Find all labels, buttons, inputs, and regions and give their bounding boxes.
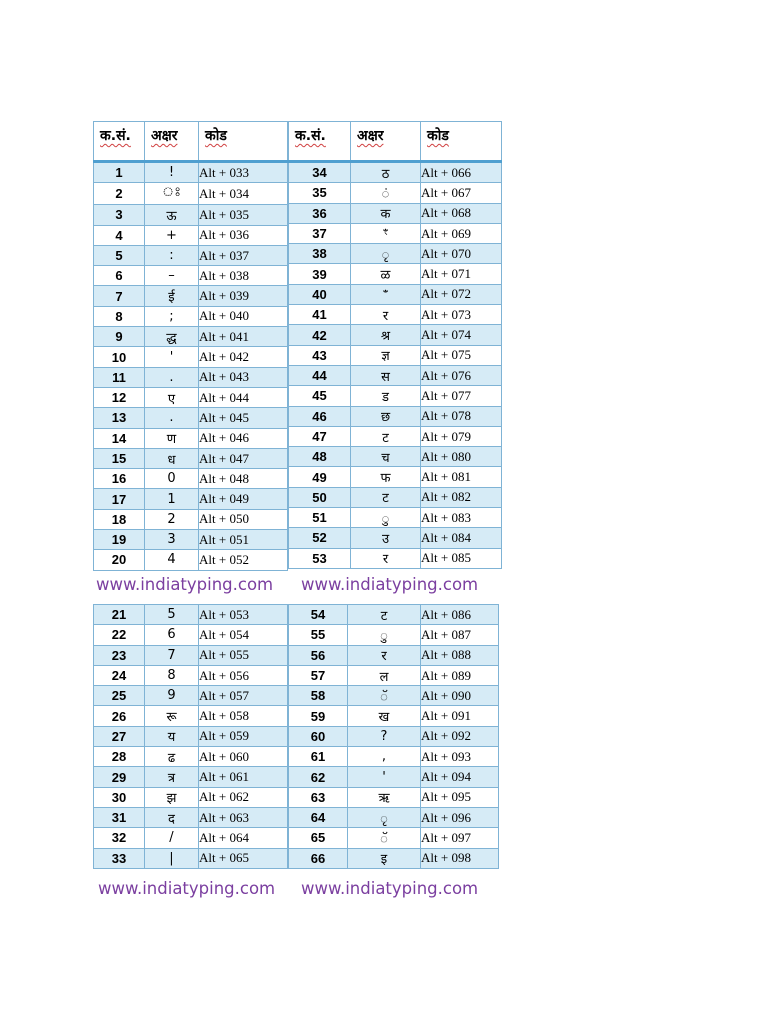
header-serial-number [289, 122, 351, 162]
letter-cell: : [145, 245, 199, 265]
letter-cell: ॅ [348, 828, 421, 848]
alt-code-cell: Alt + 039 [199, 286, 288, 306]
serial-number-cell: 44 [289, 365, 351, 385]
alt-code-cell: Alt + 083 [421, 508, 502, 528]
table-row [289, 625, 499, 645]
serial-number-cell: 26 [94, 706, 145, 726]
alt-code-cell: Alt + 065 [199, 848, 288, 868]
alt-code-cell: Alt + 063 [199, 807, 288, 827]
serial-number-cell: 53 [289, 548, 351, 568]
table-row [289, 548, 502, 568]
alt-code-cell: Alt + 059 [199, 726, 288, 746]
table-row [289, 264, 502, 284]
letter-cell: 6 [145, 625, 199, 645]
table-row [289, 426, 502, 446]
header-letter [351, 122, 421, 162]
letter-cell: य [145, 726, 199, 746]
serial-number-cell: 30 [94, 787, 145, 807]
header-code-text: कोड [205, 128, 227, 144]
serial-number-cell: 62 [289, 767, 348, 787]
serial-number-cell: 39 [289, 264, 351, 284]
header-letter-text: अक्षर [357, 128, 384, 144]
serial-number-cell: 7 [94, 286, 145, 306]
table-row [94, 550, 288, 570]
table-row [94, 807, 288, 827]
alt-code-cell: Alt + 056 [199, 665, 288, 685]
serial-number-cell: 9 [94, 327, 145, 347]
alt-code-cell: Alt + 067 [421, 183, 502, 203]
table-row [94, 848, 288, 868]
letter-cell: ॅ [348, 686, 421, 706]
serial-number-cell: 4 [94, 225, 145, 245]
alt-code-cell: Alt + 071 [421, 264, 502, 284]
serial-number-cell: 63 [289, 787, 348, 807]
letter-cell: ट [351, 487, 421, 507]
table-row [289, 305, 502, 325]
alt-code-cell: Alt + 033 [199, 162, 288, 183]
table-row [289, 345, 502, 365]
serial-number-cell: 13 [94, 408, 145, 428]
alt-code-cell: Alt + 095 [421, 787, 499, 807]
alt-code-cell: Alt + 077 [421, 386, 502, 406]
serial-number-cell: 35 [289, 183, 351, 203]
letter-cell: द्ध [145, 327, 199, 347]
table-row [289, 528, 502, 548]
alt-code-cell: Alt + 089 [421, 665, 499, 685]
letter-cell: र [351, 305, 421, 325]
serial-number-cell: 61 [289, 747, 348, 767]
table-row [289, 807, 499, 827]
serial-number-cell: 20 [94, 550, 145, 570]
letter-cell: च [351, 447, 421, 467]
letter-cell: द [145, 807, 199, 827]
alt-code-cell: Alt + 064 [199, 828, 288, 848]
letter-cell: 5 [145, 605, 199, 625]
table-row [94, 530, 288, 550]
serial-number-cell: 24 [94, 665, 145, 685]
letter-cell: , [348, 747, 421, 767]
table-row [289, 406, 502, 426]
letter-cell: ꣲ [351, 284, 421, 304]
alt-code-cell: Alt + 080 [421, 447, 502, 467]
letter-cell: ढ [145, 747, 199, 767]
table-row [94, 469, 288, 489]
serial-number-cell: 42 [289, 325, 351, 345]
code-table-1-left [93, 121, 288, 571]
letter-cell: 8 [145, 665, 199, 685]
table-row [94, 367, 288, 387]
serial-number-cell: 10 [94, 347, 145, 367]
table-row [289, 605, 499, 625]
alt-code-cell: Alt + 084 [421, 528, 502, 548]
table-row [94, 605, 288, 625]
letter-cell: ध [145, 448, 199, 468]
header-code [199, 122, 288, 162]
alt-code-cell: Alt + 042 [199, 347, 288, 367]
serial-number-cell: 47 [289, 426, 351, 446]
table-row [94, 787, 288, 807]
letter-cell: ख [348, 706, 421, 726]
table-row [289, 447, 502, 467]
header-letter-text: अक्षर [151, 128, 178, 144]
alt-code-cell: Alt + 049 [199, 489, 288, 509]
table-row [94, 162, 288, 183]
serial-number-cell: 65 [289, 828, 348, 848]
alt-code-cell: Alt + 074 [421, 325, 502, 345]
letter-cell: ं [351, 183, 421, 203]
alt-code-cell: Alt + 053 [199, 605, 288, 625]
letter-cell: 7 [145, 645, 199, 665]
letter-cell: . [145, 367, 199, 387]
table-row [94, 245, 288, 265]
letter-cell: छ [351, 406, 421, 426]
alt-code-cell: Alt + 046 [199, 428, 288, 448]
alt-code-cell: Alt + 045 [199, 408, 288, 428]
letter-cell: क [351, 203, 421, 223]
letter-cell: ळ [351, 264, 421, 284]
alt-code-cell: Alt + 096 [421, 807, 499, 827]
serial-number-cell: 49 [289, 467, 351, 487]
serial-number-cell: 56 [289, 645, 348, 665]
letter-cell: ल [348, 665, 421, 685]
letter-cell: र [348, 645, 421, 665]
letter-cell: श्र [351, 325, 421, 345]
letter-cell: ज्ञ [351, 345, 421, 365]
website-link[interactable]: www.indiatyping.com [301, 575, 479, 594]
table-row [289, 645, 499, 665]
serial-number-cell: 12 [94, 387, 145, 407]
letter-cell: | [145, 848, 199, 868]
alt-code-cell: Alt + 054 [199, 625, 288, 645]
alt-code-cell: Alt + 040 [199, 306, 288, 326]
letter-cell: ! [145, 162, 199, 183]
alt-code-cell: Alt + 058 [199, 706, 288, 726]
alt-code-cell: Alt + 093 [421, 747, 499, 767]
letter-cell: ई [145, 286, 199, 306]
website-link[interactable]: www.indiatyping.com [96, 575, 274, 594]
letter-cell: – [145, 266, 199, 286]
alt-code-cell: Alt + 034 [199, 183, 288, 205]
table-row [94, 225, 288, 245]
alt-code-cell: Alt + 061 [199, 767, 288, 787]
serial-number-cell: 32 [94, 828, 145, 848]
alt-code-cell: Alt + 066 [421, 162, 502, 183]
alt-code-cell: Alt + 037 [199, 245, 288, 265]
alt-code-cell: Alt + 038 [199, 266, 288, 286]
letter-cell: 9 [145, 686, 199, 706]
table-row [94, 706, 288, 726]
table-row [94, 767, 288, 787]
table-row [94, 327, 288, 347]
serial-number-cell: 11 [94, 367, 145, 387]
serial-number-cell: 29 [94, 767, 145, 787]
serial-number-cell: 51 [289, 508, 351, 528]
letter-cell: ट [351, 426, 421, 446]
letter-cell: ु [351, 508, 421, 528]
letter-cell: ट [348, 605, 421, 625]
serial-number-cell: 28 [94, 747, 145, 767]
alt-code-cell: Alt + 062 [199, 787, 288, 807]
table-row [94, 387, 288, 407]
alt-code-cell: Alt + 091 [421, 706, 499, 726]
header-letter [145, 122, 199, 162]
alt-code-cell: Alt + 055 [199, 645, 288, 665]
letter-cell: ठ [351, 162, 421, 183]
letter-cell: ड [351, 386, 421, 406]
serial-number-cell: 23 [94, 645, 145, 665]
serial-number-cell: 58 [289, 686, 348, 706]
header-code-text: कोड [427, 128, 449, 144]
alt-code-cell: Alt + 082 [421, 487, 502, 507]
table-row [289, 726, 499, 746]
alt-code-cell: Alt + 088 [421, 645, 499, 665]
table-row [289, 828, 499, 848]
serial-number-cell: 57 [289, 665, 348, 685]
serial-number-cell: 6 [94, 266, 145, 286]
serial-number-cell: 3 [94, 205, 145, 225]
alt-code-cell: Alt + 047 [199, 448, 288, 468]
table-row [289, 487, 502, 507]
serial-number-cell: 22 [94, 625, 145, 645]
serial-number-cell: 48 [289, 447, 351, 467]
letter-cell: ए [145, 387, 199, 407]
letter-cell: स [351, 365, 421, 385]
serial-number-cell: 5 [94, 245, 145, 265]
alt-code-cell: Alt + 043 [199, 367, 288, 387]
alt-code-cell: Alt + 041 [199, 327, 288, 347]
table-row [94, 183, 288, 205]
letter-cell: ु [348, 625, 421, 645]
table-header-row [94, 122, 288, 162]
serial-number-cell: 17 [94, 489, 145, 509]
serial-number-cell: 45 [289, 386, 351, 406]
table-row [289, 706, 499, 726]
serial-number-cell: 2 [94, 183, 145, 205]
alt-code-cell: Alt + 048 [199, 469, 288, 489]
serial-number-cell: 31 [94, 807, 145, 827]
alt-code-cell: Alt + 072 [421, 284, 502, 304]
table-row [94, 347, 288, 367]
table-row [289, 284, 502, 304]
table-row [289, 686, 499, 706]
serial-number-cell: 40 [289, 284, 351, 304]
letter-cell: ; [145, 306, 199, 326]
alt-code-cell: Alt + 079 [421, 426, 502, 446]
serial-number-cell: 37 [289, 223, 351, 243]
alt-code-cell: Alt + 087 [421, 625, 499, 645]
table-row [94, 665, 288, 685]
letter-cell: ঃ [145, 183, 199, 205]
letter-cell: ' [348, 767, 421, 787]
table-row [289, 787, 499, 807]
letter-cell: इ [348, 848, 421, 868]
letter-cell: ऋ [348, 787, 421, 807]
letter-cell: 1 [145, 489, 199, 509]
serial-number-cell: 54 [289, 605, 348, 625]
alt-code-cell: Alt + 069 [421, 223, 502, 243]
alt-code-cell: Alt + 073 [421, 305, 502, 325]
table-row [94, 726, 288, 746]
table-row [94, 306, 288, 326]
letter-cell: 4 [145, 550, 199, 570]
alt-code-cell: Alt + 085 [421, 548, 502, 568]
letter-cell: उ [351, 528, 421, 548]
alt-code-cell: Alt + 097 [421, 828, 499, 848]
header-code [421, 122, 502, 162]
letter-cell: / [145, 828, 199, 848]
serial-number-cell: 55 [289, 625, 348, 645]
table-row [289, 183, 502, 203]
table-row [289, 244, 502, 264]
alt-code-cell: Alt + 086 [421, 605, 499, 625]
table-row [289, 467, 502, 487]
serial-number-cell: 1 [94, 162, 145, 183]
alt-code-cell: Alt + 081 [421, 467, 502, 487]
serial-number-cell: 19 [94, 530, 145, 550]
letter-cell: रू [145, 706, 199, 726]
letter-cell: त्र [145, 767, 199, 787]
letter-cell: ण [145, 428, 199, 448]
table-row [94, 645, 288, 665]
alt-code-cell: Alt + 060 [199, 747, 288, 767]
serial-number-cell: 60 [289, 726, 348, 746]
table-row [94, 205, 288, 225]
alt-code-cell: Alt + 068 [421, 203, 502, 223]
website-link[interactable]: www.indiatyping.com [301, 879, 479, 898]
table-row [94, 747, 288, 767]
alt-code-cell: Alt + 092 [421, 726, 499, 746]
alt-code-cell: Alt + 078 [421, 406, 502, 426]
serial-number-cell: 43 [289, 345, 351, 365]
header-serial-number [94, 122, 145, 162]
table-row [94, 489, 288, 509]
table-row [94, 448, 288, 468]
table-row [94, 625, 288, 645]
table-row [289, 508, 502, 528]
serial-number-cell: 21 [94, 605, 145, 625]
serial-number-cell: 38 [289, 244, 351, 264]
alt-code-cell: Alt + 051 [199, 530, 288, 550]
alt-code-cell: Alt + 070 [421, 244, 502, 264]
letter-cell: . [145, 408, 199, 428]
serial-number-cell: 27 [94, 726, 145, 746]
serial-number-cell: 8 [94, 306, 145, 326]
table-row [289, 747, 499, 767]
table-row [94, 428, 288, 448]
table-row [289, 848, 499, 868]
letter-cell: फ [351, 467, 421, 487]
table-row [289, 162, 502, 183]
serial-number-cell: 34 [289, 162, 351, 183]
table-row [94, 686, 288, 706]
serial-number-cell: 52 [289, 528, 351, 548]
table-row [94, 266, 288, 286]
code-table-2-right [288, 604, 499, 869]
letter-cell: 2 [145, 509, 199, 529]
letter-cell: ृ [351, 244, 421, 264]
alt-code-cell: Alt + 098 [421, 848, 499, 868]
alt-code-cell: Alt + 036 [199, 225, 288, 245]
table-header-row [289, 122, 502, 162]
alt-code-cell: Alt + 076 [421, 365, 502, 385]
letter-cell: ꣳ [351, 223, 421, 243]
serial-number-cell: 66 [289, 848, 348, 868]
alt-code-cell: Alt + 035 [199, 205, 288, 225]
serial-number-cell: 14 [94, 428, 145, 448]
code-table-1-right [288, 121, 502, 569]
table-row [289, 203, 502, 223]
serial-number-cell: 36 [289, 203, 351, 223]
letter-cell: ? [348, 726, 421, 746]
table-row [289, 325, 502, 345]
header-serial-number-text: क.सं. [100, 128, 131, 144]
alt-code-cell: Alt + 057 [199, 686, 288, 706]
alt-code-cell: Alt + 090 [421, 686, 499, 706]
serial-number-cell: 25 [94, 686, 145, 706]
letter-cell: 0 [145, 469, 199, 489]
letter-cell: + [145, 225, 199, 245]
table-row [289, 386, 502, 406]
alt-code-cell: Alt + 044 [199, 387, 288, 407]
serial-number-cell: 16 [94, 469, 145, 489]
table-row [94, 408, 288, 428]
alt-code-cell: Alt + 094 [421, 767, 499, 787]
serial-number-cell: 59 [289, 706, 348, 726]
letter-cell: 3 [145, 530, 199, 550]
code-table-2-left [93, 604, 288, 869]
table-row [289, 223, 502, 243]
serial-number-cell: 18 [94, 509, 145, 529]
letter-cell: ऊ [145, 205, 199, 225]
alt-code-cell: Alt + 075 [421, 345, 502, 365]
serial-number-cell: 50 [289, 487, 351, 507]
serial-number-cell: 15 [94, 448, 145, 468]
table-row [94, 828, 288, 848]
table-row [94, 509, 288, 529]
header-serial-number-text: क.सं. [295, 128, 326, 144]
serial-number-cell: 64 [289, 807, 348, 827]
table-row [289, 665, 499, 685]
letter-cell: र [351, 548, 421, 568]
serial-number-cell: 41 [289, 305, 351, 325]
serial-number-cell: 33 [94, 848, 145, 868]
table-row [94, 286, 288, 306]
alt-code-cell: Alt + 050 [199, 509, 288, 529]
alt-code-cell: Alt + 052 [199, 550, 288, 570]
letter-cell: ृ [348, 807, 421, 827]
table-row [289, 767, 499, 787]
serial-number-cell: 46 [289, 406, 351, 426]
letter-cell: झ [145, 787, 199, 807]
website-link[interactable]: www.indiatyping.com [98, 879, 276, 898]
letter-cell: ' [145, 347, 199, 367]
table-row [289, 365, 502, 385]
